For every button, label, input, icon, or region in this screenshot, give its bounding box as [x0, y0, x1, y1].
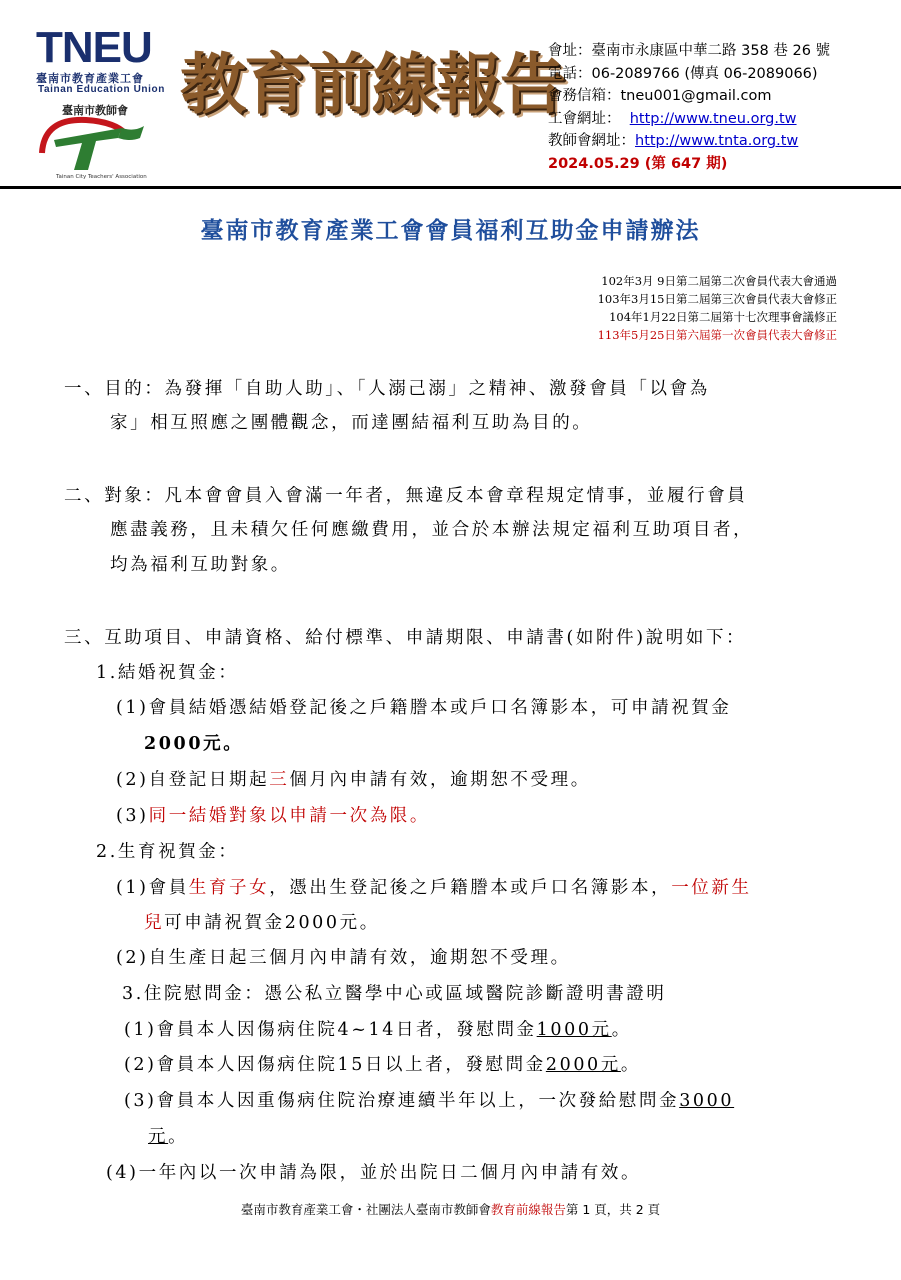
- section-3-line-1: 三、互助項目、申請資格、給付標準、申請期限、申請書(如附件)說明如下：: [64, 628, 747, 648]
- history-line: 102年3月 9日第二屆第二次會員代表大會通過: [601, 274, 837, 288]
- history-line: 103年3月15日第二屆第三次會員代表大會修正: [597, 292, 837, 306]
- issue-date: 2024.05.29 (第 647 期): [548, 155, 728, 172]
- item-1-2: (2)自登記日期起三個月內申請有效，逾期恕不受理。: [116, 770, 591, 790]
- address: 會址：臺南市永康區中華二路 358 巷 26 號: [548, 43, 831, 59]
- section-2-line-1: 二、對象：凡本會會員入會滿一年者，無違反本會章程規定情事，並履行會員: [64, 486, 748, 506]
- section-2-line-2: 應盡義務，且未積欠任何應繳費用，並合於本辦法規定福利互助項目者，: [110, 520, 754, 540]
- item-3-4: (4)一年內以一次申請為限，並於出院日二個月內申請有效。: [106, 1163, 642, 1183]
- section-1-line-1: 一、目的：為發揮「自助人助」、「人溺己溺」之精神、激發會員「以會為: [64, 379, 710, 399]
- svg-text:臺南市教師會: 臺南市教師會: [62, 104, 128, 117]
- item-1-heading: 1.結婚祝賀金：: [96, 663, 239, 683]
- item-3-2: (2)會員本人因傷病住院15日以上者，發慰問金2000元。: [124, 1055, 642, 1075]
- item-2-1-line-1: (1)會員生育子女，憑出生登記後之戶籍謄本或戶口名簿影本，一位新生: [116, 878, 752, 898]
- item-1-3: (3)同一結婚對象以申請一次為限。: [116, 806, 430, 826]
- union-site-label: 工會網址：: [548, 110, 621, 127]
- history-line: 104年1月22日第二屆第十七次理事會議修正: [609, 310, 837, 324]
- section-1-line-2: 家」相互照應之團體觀念，而達團結福利互助為目的。: [110, 413, 593, 433]
- item-3-1: (1)會員本人因傷病住院4~14日者，發慰問金1000元。: [124, 1020, 632, 1040]
- svg-text:Tainan City Teachers' Associat: Tainan City Teachers' Association: [56, 174, 147, 180]
- item-1-1-line-1: (1)會員結婚憑結婚登記後之戶籍謄本或戶口名簿影本，可申請祝賀金: [116, 698, 732, 718]
- document-title: 臺南市教育產業工會會員福利互助金申請辦法: [200, 217, 701, 244]
- item-3-3-line-1: (3)會員本人因重傷病住院治療連續半年以上，一次發給慰問金3000: [124, 1091, 735, 1111]
- tneu-logo-subtitle-zh: 臺南市教育產業工會: [36, 72, 144, 85]
- tta-site-label: 教師會網址：: [548, 133, 635, 149]
- email: 會務信箱：tneu001@gmail.com: [548, 88, 772, 104]
- tneu-logo-subtitle-en: Tainan Education Union: [38, 84, 165, 95]
- history-line-latest: 113年5月25日第六屆第一次會員代表大會修正: [597, 328, 837, 342]
- teachers-association-logo: [34, 98, 154, 180]
- item-3-heading: 3.住院慰問金：憑公私立醫學中心或區域醫院診斷證明書證明: [122, 984, 667, 1004]
- item-1-1-line-2: 2000元。: [144, 734, 244, 754]
- item-2-heading: 2.生育祝賀金：: [96, 842, 239, 862]
- phone: 電話：06-2089766 (傳真 06-2089066): [548, 65, 818, 82]
- page-footer: 臺南市教育產業工會・社團法人臺南市教師會教育前線報告第 1 頁，共 2 頁: [240, 1202, 661, 1217]
- tta-site-link[interactable]: http://www.tnta.org.tw: [635, 133, 799, 149]
- section-2-line-3: 均為福利互助對象。: [110, 555, 291, 575]
- header-divider: [0, 186, 901, 189]
- union-site-link[interactable]: http://www.tneu.org.tw: [629, 110, 797, 127]
- contact-info: [548, 40, 830, 175]
- item-3-3-line-2: 元。: [148, 1127, 189, 1147]
- item-2-2: (2)自生產日起三個月內申請有效，逾期恕不受理。: [116, 948, 571, 968]
- amendment-history: [598, 272, 837, 344]
- masthead-title: 教育前線報告: [180, 45, 564, 123]
- item-2-1-line-2: 兒可申請祝賀金2000元。: [144, 913, 380, 933]
- tneu-logo: TNEU: [36, 23, 152, 72]
